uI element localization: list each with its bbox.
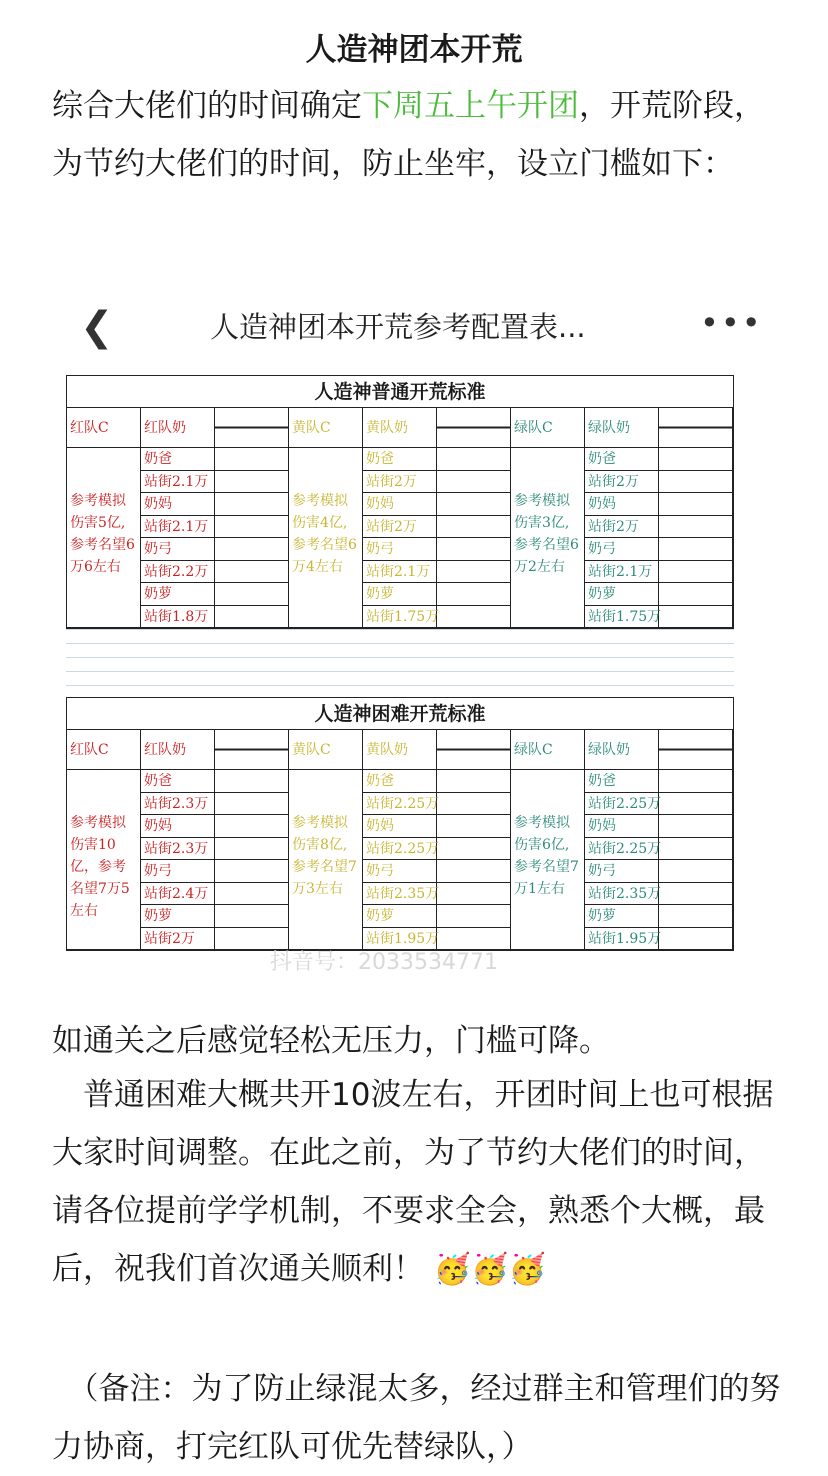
team-row-cell: 站街1.75万 [363, 606, 437, 629]
blank-cell [437, 561, 511, 584]
blank-cell [215, 730, 289, 770]
blank-cell [215, 471, 289, 494]
blank-cell [215, 448, 289, 471]
team-row-cell: 站街2.35万 [363, 883, 437, 906]
blank-cell [215, 538, 289, 561]
blank-cell [659, 838, 733, 861]
blank-cell [215, 770, 289, 793]
team-c-cell: 绿队C [511, 730, 585, 770]
blank-cell [659, 448, 733, 471]
team-row-cell: 站街1.75万 [585, 606, 659, 629]
team-desc-cell: 参考模拟伤害6亿,参考名望7万1左右 [511, 770, 585, 950]
team-row-cell: 奶爸 [141, 448, 215, 471]
note-paragraph: 如通关之后感觉轻松无压力，门槛可降。 [52, 1023, 610, 1059]
blank-cell [215, 583, 289, 606]
team-row-cell: 奶妈 [363, 815, 437, 838]
intro-paragraph [52, 77, 782, 193]
blank-cell [437, 408, 511, 448]
blank-cell [437, 516, 511, 539]
blank-cell [437, 860, 511, 883]
team-c-cell: 黄队C [289, 730, 363, 770]
highlight-date: 下周五上午开团 [362, 88, 579, 124]
chevron-left-icon: ❮ [80, 304, 114, 350]
blank-cell [437, 905, 511, 928]
team-desc-cell: 参考模拟伤害3亿,参考名望6万2左右 [511, 448, 585, 628]
blank-cell [659, 793, 733, 816]
team-row-cell: 奶爸 [585, 448, 659, 471]
blank-cell [215, 905, 289, 928]
team-row-cell: 奶萝 [363, 583, 437, 606]
blank-cell [659, 493, 733, 516]
team-row-cell: 奶弓 [141, 860, 215, 883]
team-row-cell: 奶弓 [585, 538, 659, 561]
screenshot-title: 人造神团本开荒参考配置表... [210, 310, 586, 344]
team-row-cell: 奶妈 [141, 493, 215, 516]
team-heal-cell: 红队奶 [141, 730, 215, 770]
team-row-cell: 站街2万 [363, 471, 437, 494]
blank-cell [437, 770, 511, 793]
team-row-cell: 奶妈 [141, 815, 215, 838]
blank-cell [659, 730, 733, 770]
blank-cell [659, 928, 733, 951]
watermark: 抖音号：2033534771 [270, 950, 498, 975]
article-title: 人造神团本开荒 [305, 32, 523, 68]
team-c-cell: 黄队C [289, 408, 363, 448]
team-row-cell: 站街2.3万 [141, 793, 215, 816]
team-row-cell: 站街2万 [585, 471, 659, 494]
blank-cell [437, 471, 511, 494]
blank-cell [659, 860, 733, 883]
team-row-cell: 奶弓 [141, 538, 215, 561]
team-row-cell: 站街2.4万 [141, 883, 215, 906]
team-row-cell: 站街2万 [363, 516, 437, 539]
blank-cell [215, 838, 289, 861]
team-heal-cell: 黄队奶 [363, 730, 437, 770]
blank-cell [437, 538, 511, 561]
intro-text-after: ，开荒阶段，为节约大佬们的时间，防止坐牢，设立门槛如下： [52, 88, 765, 182]
team-row-cell: 奶爸 [363, 448, 437, 471]
team-heal-cell: 红队奶 [141, 408, 215, 448]
blank-cell [659, 883, 733, 906]
spreadsheet-gap [66, 629, 734, 695]
team-row-cell: 站街2.2万 [141, 561, 215, 584]
team-row-cell: 站街2.1万 [141, 516, 215, 539]
team-row-cell: 站街2.3万 [141, 838, 215, 861]
table-title: 人造神普通开荒标准 [67, 376, 733, 408]
team-row-cell: 奶爸 [585, 770, 659, 793]
blank-cell [215, 493, 289, 516]
team-row-cell: 奶萝 [141, 583, 215, 606]
team-row-cell: 奶爸 [363, 770, 437, 793]
blank-cell [659, 905, 733, 928]
blank-cell [659, 471, 733, 494]
party-emoji: 🥳🥳🥳 [433, 1252, 546, 1287]
blank-cell [215, 606, 289, 629]
hard-standard-table [66, 697, 734, 951]
team-row-cell: 站街2.1万 [363, 561, 437, 584]
team-row-cell: 奶萝 [585, 905, 659, 928]
blank-cell [437, 793, 511, 816]
intro-text: 综合大佬们的时间确定 [52, 88, 362, 124]
blank-cell [437, 493, 511, 516]
team-row-cell: 站街2.25万 [585, 838, 659, 861]
team-desc-cell: 参考模拟伤害4亿,参考名望6万4左右 [289, 448, 363, 628]
blank-cell [437, 583, 511, 606]
team-row-cell: 站街2.25万 [585, 793, 659, 816]
team-row-cell: 站街1.95万 [585, 928, 659, 951]
team-row-cell: 奶萝 [141, 905, 215, 928]
team-row-cell: 站街2.1万 [585, 561, 659, 584]
normal-standard-table [66, 375, 734, 629]
team-row-cell: 站街2.35万 [585, 883, 659, 906]
blank-cell [659, 408, 733, 448]
team-row-cell: 站街2万 [585, 516, 659, 539]
remark-paragraph: （备注：为了防止绿混太多，经过群主和管理们的努力协商，打完红队可优先替绿队，） [52, 1371, 781, 1465]
team-heal-cell: 黄队奶 [363, 408, 437, 448]
team-desc-cell: 参考模拟伤害8亿,参考名望7万3左右 [289, 770, 363, 950]
team-row-cell: 奶萝 [585, 583, 659, 606]
blank-cell [437, 815, 511, 838]
blank-cell [215, 408, 289, 448]
team-row-cell: 奶弓 [363, 860, 437, 883]
team-row-cell: 奶弓 [363, 538, 437, 561]
team-heal-cell: 绿队奶 [585, 408, 659, 448]
team-row-cell: 奶妈 [585, 815, 659, 838]
more-dots-icon: ••• [700, 304, 763, 342]
team-row-cell: 奶弓 [585, 860, 659, 883]
team-heal-cell: 绿队奶 [585, 730, 659, 770]
team-desc-cell: 参考模拟伤害10亿，参考名望7万5左右 [67, 770, 141, 950]
blank-cell [437, 730, 511, 770]
blank-cell [437, 606, 511, 629]
blank-cell [659, 770, 733, 793]
blank-cell [215, 815, 289, 838]
blank-cell [215, 561, 289, 584]
team-c-cell: 红队C [67, 408, 141, 448]
blank-cell [659, 606, 733, 629]
blank-cell [659, 516, 733, 539]
team-row-cell: 站街1.95万 [363, 928, 437, 951]
team-row-cell: 奶爸 [141, 770, 215, 793]
team-row-cell: 奶妈 [585, 493, 659, 516]
blank-cell [659, 538, 733, 561]
team-row-cell: 奶妈 [363, 493, 437, 516]
blank-cell [437, 883, 511, 906]
body-text: 普通困难大概共开10波左右，开团时间上也可根据大家时间调整。在此之前，为了节约大佬们的时间，请各位提前学学机制，不要求全会，熟悉个大概，最后，祝我们首次通关顺利！ [52, 1077, 774, 1287]
blank-cell [215, 516, 289, 539]
team-desc-cell: 参考模拟伤害5亿,参考名望6万6左右 [67, 448, 141, 628]
team-row-cell: 站街2.25万 [363, 838, 437, 861]
team-row-cell: 站街2万 [141, 928, 215, 951]
blank-cell [437, 448, 511, 471]
team-row-cell: 站街2.25万 [363, 793, 437, 816]
team-row-cell: 站街2.1万 [141, 471, 215, 494]
team-c-cell: 红队C [67, 730, 141, 770]
blank-cell [437, 838, 511, 861]
blank-cell [659, 815, 733, 838]
team-row-cell: 站街1.8万 [141, 606, 215, 629]
embedded-screenshot [0, 285, 828, 985]
body-paragraph [52, 1066, 782, 1299]
team-c-cell: 绿队C [511, 408, 585, 448]
table-title: 人造神困难开荒标准 [67, 698, 733, 730]
blank-cell [215, 793, 289, 816]
blank-cell [659, 583, 733, 606]
blank-cell [215, 860, 289, 883]
blank-cell [215, 883, 289, 906]
blank-cell [659, 561, 733, 584]
team-row-cell: 奶萝 [363, 905, 437, 928]
